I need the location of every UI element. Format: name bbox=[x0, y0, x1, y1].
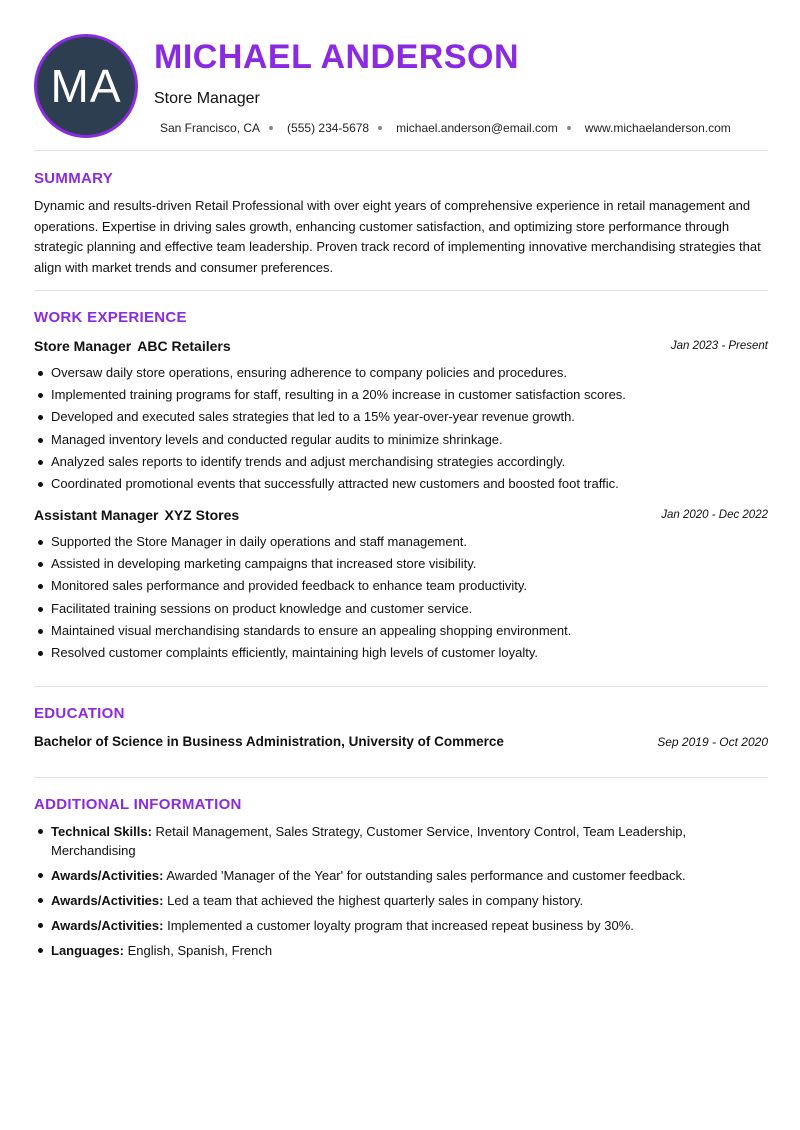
list-item: Oversaw daily store operations, ensuring adherence to company policies and procedures. bbox=[34, 362, 768, 384]
summary-text: Dynamic and results-driven Retail Professional with over eight years of comprehensive experience in retail management and operations. Expertise in driving sales growth, enhancing customer satisfaction, and optimizing store performance through strategic planning and effective team leadership. Proven track record of implementing innovative merchandising strategies that align with market trends and consumer preferences. bbox=[34, 198, 761, 275]
list-item bbox=[34, 941, 768, 960]
list-item bbox=[34, 916, 768, 935]
work-experience-heading: WORK EXPERIENCE bbox=[34, 309, 187, 326]
divider bbox=[34, 150, 768, 151]
education-entry bbox=[34, 733, 768, 753]
item-text: English, Spanish, French bbox=[127, 943, 273, 958]
job-company: ABC Retailers bbox=[137, 338, 231, 354]
contact-email[interactable]: michael.anderson@email.com bbox=[396, 121, 558, 135]
education-degree: Bachelor of Science in Business Administration, University of Commerce bbox=[34, 734, 504, 749]
additional-info-heading: ADDITIONAL INFORMATION bbox=[34, 796, 242, 813]
item-label: Awards/Activities: bbox=[51, 918, 164, 933]
job-entry bbox=[34, 507, 768, 664]
divider bbox=[34, 777, 768, 778]
job-dates: Jan 2023 - Present bbox=[670, 340, 768, 352]
avatar-initials: MA bbox=[50, 60, 122, 112]
divider bbox=[34, 290, 768, 291]
divider bbox=[34, 686, 768, 687]
job-dates: Jan 2020 - Dec 2022 bbox=[661, 509, 768, 521]
item-label: Awards/Activities: bbox=[51, 893, 164, 908]
contact-location: San Francisco, CA bbox=[160, 121, 261, 135]
list-item bbox=[34, 866, 768, 885]
list-item: Implemented training programs for staff, resulting in a 20% increase in customer satisfaction scores. bbox=[34, 384, 768, 406]
job-title bbox=[34, 507, 239, 523]
summary-heading: SUMMARY bbox=[34, 170, 114, 187]
list-item bbox=[34, 891, 768, 910]
separator-dot bbox=[567, 126, 571, 130]
item-label: Technical Skills: bbox=[51, 824, 152, 839]
education-dates: Sep 2019 - Oct 2020 bbox=[657, 735, 768, 749]
item-text: Retail Management, Sales Strategy, Customer Service, Inventory Control, Team Leadership, Merchandising bbox=[51, 824, 687, 858]
list-item: Supported the Store Manager in daily operations and staff management. bbox=[34, 531, 768, 553]
job-title bbox=[34, 338, 231, 354]
job-position: Assistant Manager bbox=[34, 507, 159, 523]
job-entry bbox=[34, 338, 768, 495]
job-company: XYZ Stores bbox=[164, 507, 240, 523]
list-item: Facilitated training sessions on product knowledge and customer service. bbox=[34, 598, 768, 620]
contact-website[interactable]: www.michaelanderson.com bbox=[584, 121, 731, 135]
list-item: Coordinated promotional events that successfully attracted new customers and boosted foot traffic. bbox=[34, 473, 768, 495]
education-heading: EDUCATION bbox=[34, 705, 125, 722]
list-item: Analyzed sales reports to identify trends and adjust merchandising strategies accordingly. bbox=[34, 451, 768, 473]
item-label: Languages: bbox=[51, 943, 124, 958]
job-position: Store Manager bbox=[34, 338, 132, 354]
list-item: Monitored sales performance and provided feedback to enhance team productivity. bbox=[34, 575, 768, 597]
resume-header bbox=[34, 34, 768, 138]
separator-dot bbox=[378, 126, 382, 130]
list-item: Developed and executed sales strategies that led to a 15% year-over-year revenue growth. bbox=[34, 406, 768, 428]
candidate-role: Store Manager bbox=[154, 90, 260, 107]
additional-info-list bbox=[34, 822, 768, 966]
item-label: Awards/Activities: bbox=[51, 868, 164, 883]
job-bullets bbox=[34, 531, 768, 664]
item-text: Awarded 'Manager of the Year' for outstanding sales performance and customer feedback. bbox=[166, 868, 686, 883]
list-item: Assisted in developing marketing campaigns that increased store visibility. bbox=[34, 553, 768, 575]
contact-phone: (555) 234-5678 bbox=[287, 121, 370, 135]
separator-dot bbox=[269, 126, 273, 130]
list-item: Maintained visual merchandising standards to ensure an appealing shopping environment. bbox=[34, 620, 768, 642]
item-text: Led a team that achieved the highest quarterly sales in company history. bbox=[167, 893, 584, 908]
list-item bbox=[34, 822, 768, 860]
contact-line bbox=[160, 121, 731, 135]
list-item: Resolved customer complaints efficiently, maintaining high levels of customer loyalty. bbox=[34, 642, 768, 664]
list-item: Managed inventory levels and conducted regular audits to minimize shrinkage. bbox=[34, 429, 768, 451]
job-bullets bbox=[34, 362, 768, 495]
candidate-name: MICHAEL ANDERSON bbox=[154, 38, 520, 76]
item-text: Implemented a customer loyalty program that increased repeat business by 30%. bbox=[167, 918, 634, 933]
avatar bbox=[34, 34, 138, 138]
